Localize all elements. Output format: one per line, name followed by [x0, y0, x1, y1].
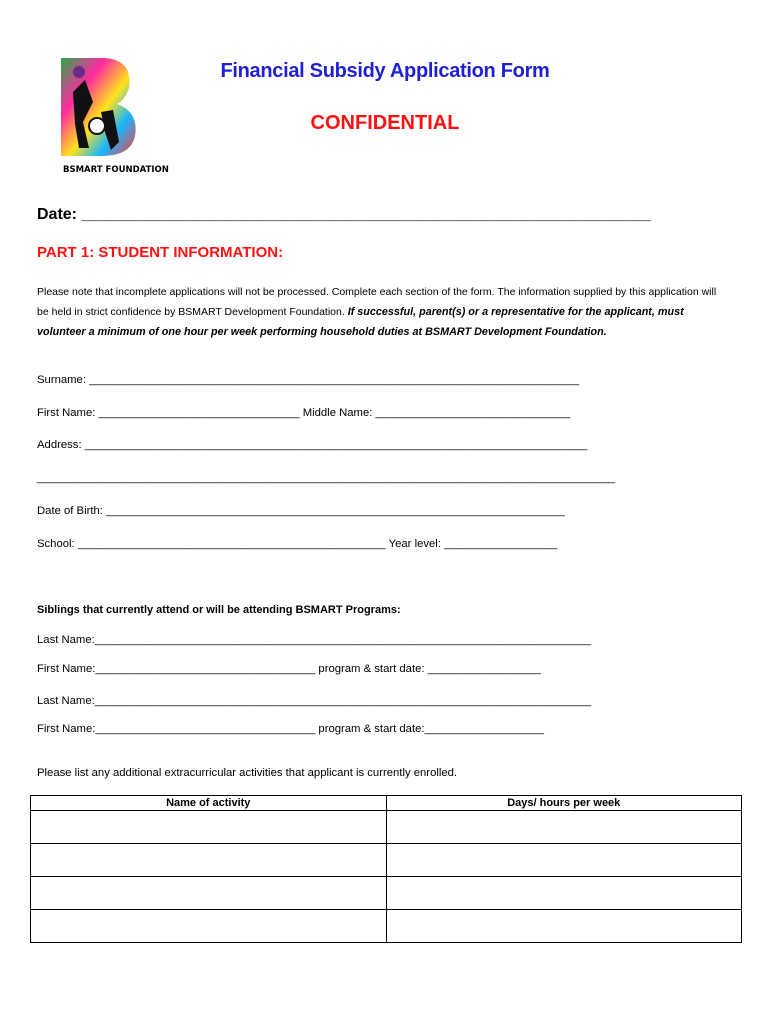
activities-prompt: Please list any additional extracurricular activities that applicant is currently enrolled. — [37, 767, 458, 779]
days-hours-cell[interactable] — [386, 877, 742, 910]
activities-table — [30, 795, 742, 943]
days-hours-cell[interactable] — [386, 844, 742, 877]
activity-cell[interactable] — [31, 877, 387, 910]
table-row — [31, 811, 742, 844]
column-header-days-hours: Days/ hours per week — [386, 796, 742, 811]
column-header-activity: Name of activity — [31, 796, 387, 811]
address-line2-field[interactable]: ____________________________________________________________________________________________ — [37, 472, 616, 484]
school-year-field[interactable]: School: _________________________________________________ Year level: __________________ — [37, 538, 558, 550]
activity-cell[interactable] — [31, 844, 387, 877]
sibling1-last-name-field[interactable]: Last Name:_______________________________________________________________________________ — [37, 634, 592, 646]
first-middle-name-field[interactable]: First Name: ________________________________ Middle Name: _______________________________ — [37, 407, 571, 419]
confidential-label: CONFIDENTIAL — [310, 112, 460, 134]
instructions-bold: If successful, parent(s) or a representative for the applicant, must volunteer a minimum of one hour per week performing household duties at BSMART Development Foundation. — [37, 306, 684, 338]
date-of-birth-field[interactable]: Date of Birth: _________________________________________________________________________ — [37, 505, 565, 517]
siblings-heading: Siblings that currently attend or will be attending BSMART Programs: — [37, 604, 401, 616]
surname-field[interactable]: Surname: ______________________________________________________________________________ — [37, 374, 580, 386]
part1-heading: PART 1: STUDENT INFORMATION: — [37, 244, 284, 261]
table-row — [31, 910, 742, 943]
activity-cell[interactable] — [31, 811, 387, 844]
sibling1-first-name-field[interactable]: First Name:___________________________________ program & start date: __________________ — [37, 663, 541, 675]
days-hours-cell[interactable] — [386, 910, 742, 943]
address-field[interactable]: Address: ________________________________________________________________________________ — [37, 439, 588, 451]
instructions-plain: Please note that incomplete applications will not be processed. Complete each section of the form. The information supplied by this application will be held in strict confidence by BSMART Development Foundation. — [37, 286, 717, 318]
sibling2-last-name-field[interactable]: Last Name:_______________________________________________________________________________ — [37, 695, 592, 707]
sibling2-first-name-field[interactable]: First Name:___________________________________ program & start date:___________________ — [37, 723, 544, 735]
days-hours-cell[interactable] — [386, 811, 742, 844]
date-field[interactable]: Date: ________________________________________________________________ — [37, 206, 651, 223]
activity-cell[interactable] — [31, 910, 387, 943]
table-row — [31, 877, 742, 910]
table-header-row — [31, 796, 742, 811]
table-row — [31, 844, 742, 877]
form-title: Financial Subsidy Application Form — [220, 60, 550, 82]
logo-caption: BSMART FOUNDATION — [63, 165, 169, 175]
instructions-note — [37, 282, 727, 342]
